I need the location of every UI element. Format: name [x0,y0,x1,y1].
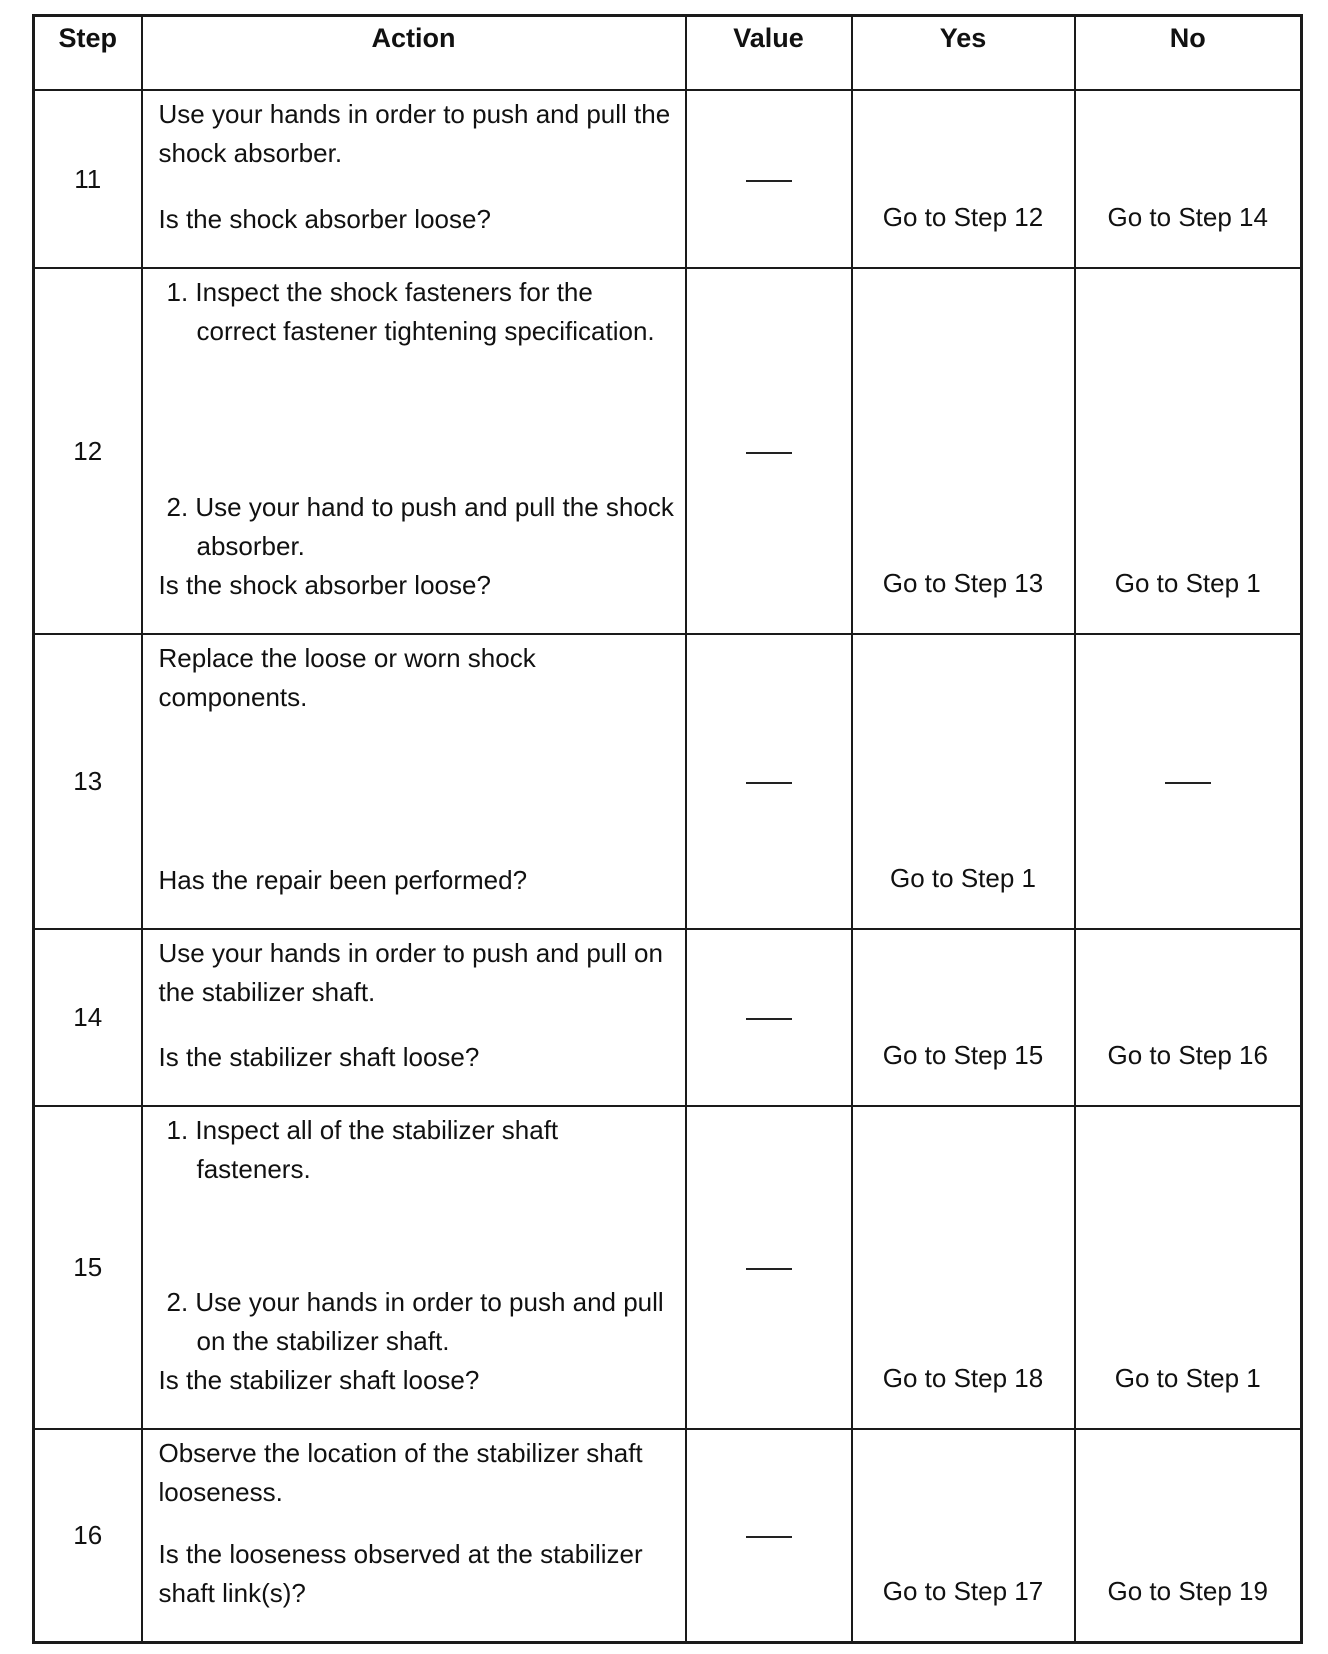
table-row [34,1106,1302,1429]
action-text: Use your hands in order to push and pull the shock absorber. [158,99,671,168]
action-question: Has the repair been performed? [158,864,528,895]
action-question: Is the stabilizer shaft loose? [158,1042,480,1073]
action-question: Is the looseness observed at the stabilizer shaft link(s)? [158,1539,643,1608]
header-action: Action [142,16,686,91]
yes-cell: Go to Step 15 [852,929,1075,1106]
value-cell [686,1106,852,1429]
table-row [34,268,1302,633]
dash-mark [746,180,792,182]
action-cell [142,268,686,633]
step-number: 14 [34,929,142,1106]
action-question: Is the shock absorber loose? [158,569,491,600]
diagnostic-table [32,14,1303,1644]
header-yes: Yes [852,16,1075,91]
action-text: Replace the loose or worn shock components. [158,642,536,712]
value-cell [686,1429,852,1643]
no-cell: Go to Step 19 [1075,1429,1302,1643]
dash-mark [746,452,792,454]
step-number: 13 [34,634,142,929]
step-number: 12 [34,268,142,633]
value-cell [686,90,852,268]
action-cell [142,90,686,268]
action-item: 1. Inspect all of the stabilizer shaft fasteners. [166,1115,559,1185]
value-cell [686,268,852,633]
yes-cell: Go to Step 18 [852,1106,1075,1429]
header-value: Value [686,16,852,91]
yes-cell: Go to Step 12 [852,90,1075,268]
step-number: 16 [34,1429,142,1643]
step-number: 15 [34,1106,142,1429]
action-item: 2. Use your hand to push and pull the shock absorber. [166,491,674,561]
action-question: Is the stabilizer shaft loose? [158,1364,480,1395]
action-text: Observe the location of the stabilizer shaft looseness. [158,1437,643,1507]
action-text: Use your hands in order to push and pull on the stabilizer shaft. [158,937,663,1007]
header-row [34,16,1302,91]
action-cell [142,634,686,929]
action-cell [142,929,686,1106]
dash-mark [746,782,792,784]
value-cell [686,634,852,929]
table-row [34,1429,1302,1643]
action-item: 1. Inspect the shock fasteners for the correct fastener tightening specification. [166,277,655,347]
yes-cell: Go to Step 1 [852,634,1075,929]
table-row [34,929,1302,1106]
table-row [34,90,1302,268]
dash-mark [746,1018,792,1020]
action-cell [142,1106,686,1429]
no-cell: Go to Step 1 [1075,268,1302,633]
value-cell [686,929,852,1106]
dash-mark [746,1268,792,1270]
dash-mark [746,1536,792,1538]
dash-mark [1165,782,1211,784]
no-cell: Go to Step 16 [1075,929,1302,1106]
action-item: 2. Use your hands in order to push and pull on the stabilizer shaft. [166,1286,664,1356]
no-cell [1075,634,1302,929]
yes-cell: Go to Step 13 [852,268,1075,633]
header-no: No [1075,16,1302,91]
no-cell: Go to Step 14 [1075,90,1302,268]
table-row [34,634,1302,929]
action-cell [142,1429,686,1643]
header-step: Step [34,16,142,91]
action-question: Is the shock absorber loose? [158,204,491,235]
step-number: 11 [34,90,142,268]
no-cell: Go to Step 1 [1075,1106,1302,1429]
yes-cell: Go to Step 17 [852,1429,1075,1643]
